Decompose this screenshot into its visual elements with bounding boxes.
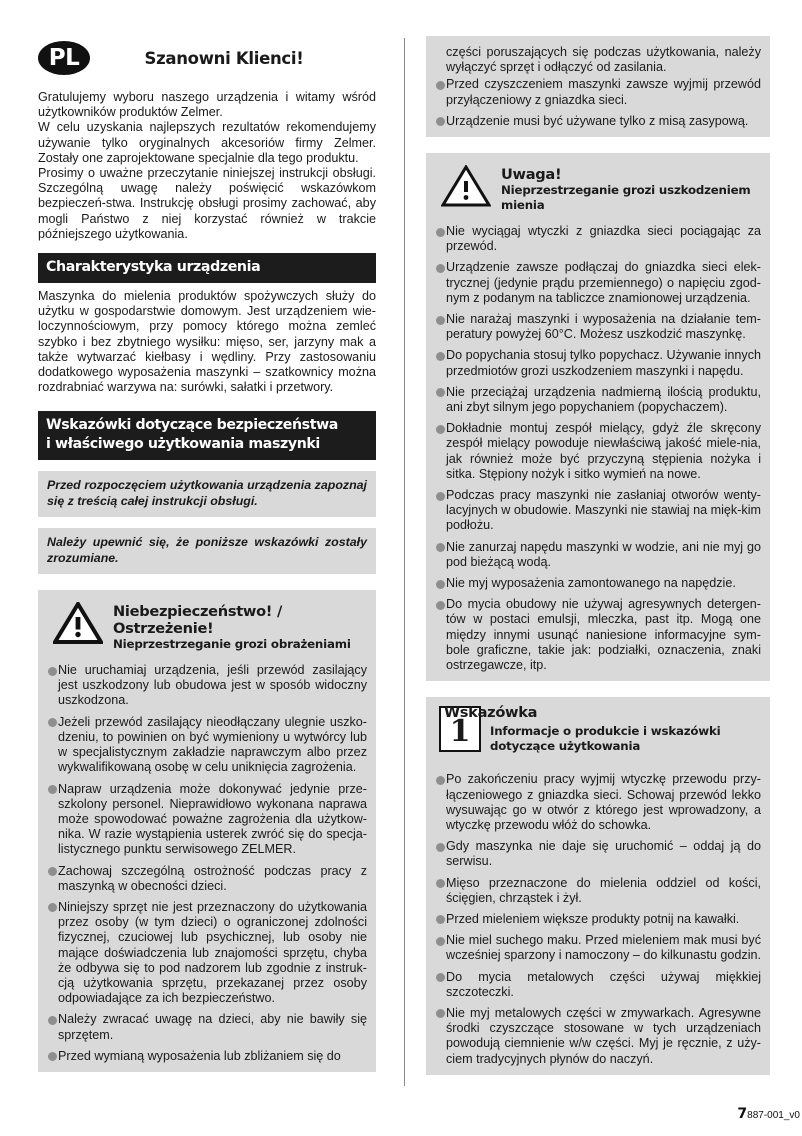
list-item: Przed czyszczeniem maszynki zawsze wyjmij przewód przyłączeniowy z gniazdka sieci. [435,77,761,107]
tip-box-list [435,772,761,1066]
danger-box-list [47,663,367,1064]
safety-notice-box-1 [38,471,376,517]
danger-box-header-text [113,601,367,652]
list-item: Niniejszy sprzęt nie jest przeznaczony do użytkowania przez osoby (w tym dzieci) o ograniczonej zdolności fizycznej, czuciowej lub psychicznej, lub osoby nie mające doświadczenia lub znajomości sprzętu, chyba że odbywa się to pod nadzorem lub zgodnie z instruk-cją użytkowania sprzętu, przekazanej przez osoby odpowiadające za ich bezpieczeństwo. [47,900,367,1006]
warning-triangle-icon [53,602,103,649]
list-item: Gdy maszynka nie daje się uruchomić – oddaj ją do serwisu. [435,839,761,869]
danger-box [38,590,376,1072]
caution-box-subtitle: Nieprzestrzeganie grozi uszkodzeniem mienia [501,183,751,213]
safety-notice-2-text: Należy upewnić się, że poniższe wskazówki zostały zrozumiane. [47,535,367,565]
danger-box-title: Niebezpieczeństwo! / Ostrzeżenie! [113,603,282,638]
tip-box-header [435,704,761,756]
section-heading-safety-line2: i właściwego użytkowania maszynki [46,436,320,453]
left-column [38,36,390,1076]
list-item: Jeżeli przewód zasilający nieodłączany ulegnie uszko-dzeniu, to powinien on być wymieniony u wytwórcy lub w specjalistycznym zakładzie naprawczym albo przez wykwalifikowaną osobę w celu uniknięcia zagrożenia. [47,715,367,776]
list-item: Przed wymianą wyposażenia lub zbliżaniem się do [47,1049,367,1064]
warning-triangle-icon [441,165,491,212]
list-item: Do popychania stosuj tylko popychacz. Używanie innych przedmiotów grozi uszkodzeniem maszynki i napędu. [435,348,761,378]
intro-paragraph-1: Gratulujemy wyboru naszego urządzenia i witamy wśród użytkowników produktów Zelmer. [38,90,376,120]
danger-continued-text: części poruszających się podczas użytkowania, należy wyłączyć sprzęt i odłączyć od zasilania. [446,45,761,75]
greeting-title: Szanowni Klienci! [144,48,304,68]
page-header [38,36,376,80]
danger-box-header [47,597,367,654]
list-item: Urządzenie musi być używane tylko z misą zasypową. [435,114,761,129]
tip-box-title: Wskazówka [444,704,538,722]
list-item: Przed mieleniem większe produkty potnij na kawałki. [435,912,761,927]
list-item: Zachowaj szczególną ostrożność podczas pracy z maszynką w obecności dzieci. [47,864,367,894]
footer-page-number: 7 [737,1106,748,1122]
caution-box-header-text [501,164,761,213]
intro-paragraph-3: Prosimy o uważne przeczytanie niniejszej instrukcji obsługi. Szczególną uwagę należy poświęcić wskazówkom bezpieczeń-stwa. Instrukcję obsługi prosimy zachować, aby mogli Państwo z niej korzystać również w trakcie późniejszego użytkowania. [38,166,376,241]
section-heading-safety [38,411,376,460]
section-heading-characteristics-line1: Charakterystyka urządzenia [46,259,261,276]
list-item: Nie zanurzaj napędu maszynki w wodzie, ani nie myj go pod bieżącą wodą. [435,540,761,570]
caution-box-title: Uwaga! [501,166,562,184]
section-heading-characteristics [38,253,376,283]
list-item: Nie narażaj maszynki i wyposażenia na działanie tem-peratury powyżej 60°C. Możesz uszkodzić maszynkę. [435,312,761,342]
right-column [418,36,770,1076]
list-item: Dokładnie montuj zespół mielący, gdyż źle skręcony zespół mielący powoduje niewłaściwą jakość miele-nia, jak również może być przyczyną stępienia nożyka i sitka. Stępiony nożyk i sitko wymień na nowe. [435,421,761,482]
info-number-icon: 1 [439,706,481,752]
language-badge-pl: PL [38,41,90,75]
list-item: Nie miel suchego maku. Przed mieleniem mak musi być wcześniej sparzony i namoczony – do kilkunastu godzin. [435,933,761,963]
list-item: Podczas pracy maszynki nie zasłaniaj otworów wenty-lacyjnych w obudowie. Maszynki nie stawiaj na mięk-kim podłożu. [435,488,761,534]
list-item: Nie myj wyposażenia zamontowanego na napędzie. [435,576,761,591]
list-item: Nie uruchamiaj urządzenia, jeśli przewód zasilający jest uszkodzony lub obudowa jest w sposób widoczny uszkodzona. [47,663,367,709]
danger-box-subtitle: Nieprzestrzeganie grozi obrażeniami [113,637,351,652]
caution-box-list [435,224,761,673]
list-item: Nie przeciążaj urządzenia nadmierną ilością produktu, ani zbyt silnym jego popychaniem (popychaczem). [435,385,761,415]
safety-notice-box-2 [38,528,376,574]
list-item: Mięso przeznaczone do mielenia oddziel od kości, ścięgien, chrząstek i żył. [435,876,761,906]
list-item: Nie myj metalowych części w zmywarkach. Agresywne środki czyszczące stosowane w tych urządzeniach powodują ciemnienie w/w części. Myj je ręcznie, z uży-ciem tradycyjnych płynów do naczyń. [435,1006,761,1067]
danger-box-continued [426,36,770,137]
tip-box-subtitle: Informacje o produkcie i wskazówki dotyczące użytkowania [490,724,721,754]
section-heading-safety-line1: Wskazówki dotyczące bezpieczeństwa [46,417,338,434]
danger-box-list-continued [435,77,761,129]
intro-paragraph-2: W celu uzyskania najlepszych rezultatów rekomendujemy używanie tylko oryginalnych akcesoriów firmy Zelmer. Zostały one zaprojektowane specjalnie dla tego produktu. [38,120,376,165]
list-item: Należy zwracać uwagę na dzieci, aby nie bawiły się sprzętem. [47,1012,367,1042]
list-item: Urządzenie zawsze podłączaj do gniazdka sieci elek-trycznej (jedynie prądu przemiennego) o napięciu zgod-nym z podanym na tabliczce znamionowej urządzenia. [435,260,761,306]
list-item: Nie wyciągaj wtyczki z gniazdka sieci pociągając za przewód. [435,224,761,254]
column-divider [390,36,418,1076]
list-item: Do mycia obudowy nie używaj agresywnych detergen-tów w postaci emulsji, mleczka, past itp. Mogą one między innymi usunąć naniesione informacyjne sym-bole graficzne, takie jak: podziałki, oznaczenia, znaki ostrzegawcze, itp. [435,597,761,673]
footer-code: 887-001_v0 [747,1110,800,1121]
caution-box-header [435,160,761,215]
two-column-layout [38,36,772,1076]
list-item: Napraw urządzenia może dokonywać jedynie prze-szkolony personel. Nieprawidłowo wykonana naprawa może spowodować poważne zagrożenia dla użytkow-nika. W razie wystąpienia usterek zwróć się do specja-listycznego punktu serwisowego ZELMER. [47,782,367,858]
list-item: Po zakończeniu pracy wyjmij wtyczkę przewodu przy-łączeniowego z gniazdka sieci. Schowaj przewód lekko wysuwając go w otwór z którego jest wprowadzony, a wtyczkę przewodu włóż do schowka. [435,772,761,833]
caution-box [426,153,770,681]
safety-notice-1-text: Przed rozpoczęciem użytkowania urządzenia zapoznaj się z treścią całej instrukcji obsługi. [47,478,367,508]
tip-box-header-text [444,704,761,754]
list-item: Do mycia metalowych części używaj miękkiej szczoteczki. [435,970,761,1000]
page-footer [0,1106,802,1122]
characteristics-body: Maszynka do mielenia produktów spożywczych służy do użytku w gospodarstwie domowym. Jest urządzeniem wie-loczynnościowym, przy pomocy którego można zemleć szybko i bez zbytniego wysiłku: mięso, ser, jarzyny mak a także wytwarzać kiełbasy i wędliny. Przy zastosowaniu dodatkowego wyposażenia maszynki – szatkownicy można rozdrabniać warzywa na: surówki, sałatki i przetwory. [38,289,376,395]
tip-box [426,697,770,1074]
